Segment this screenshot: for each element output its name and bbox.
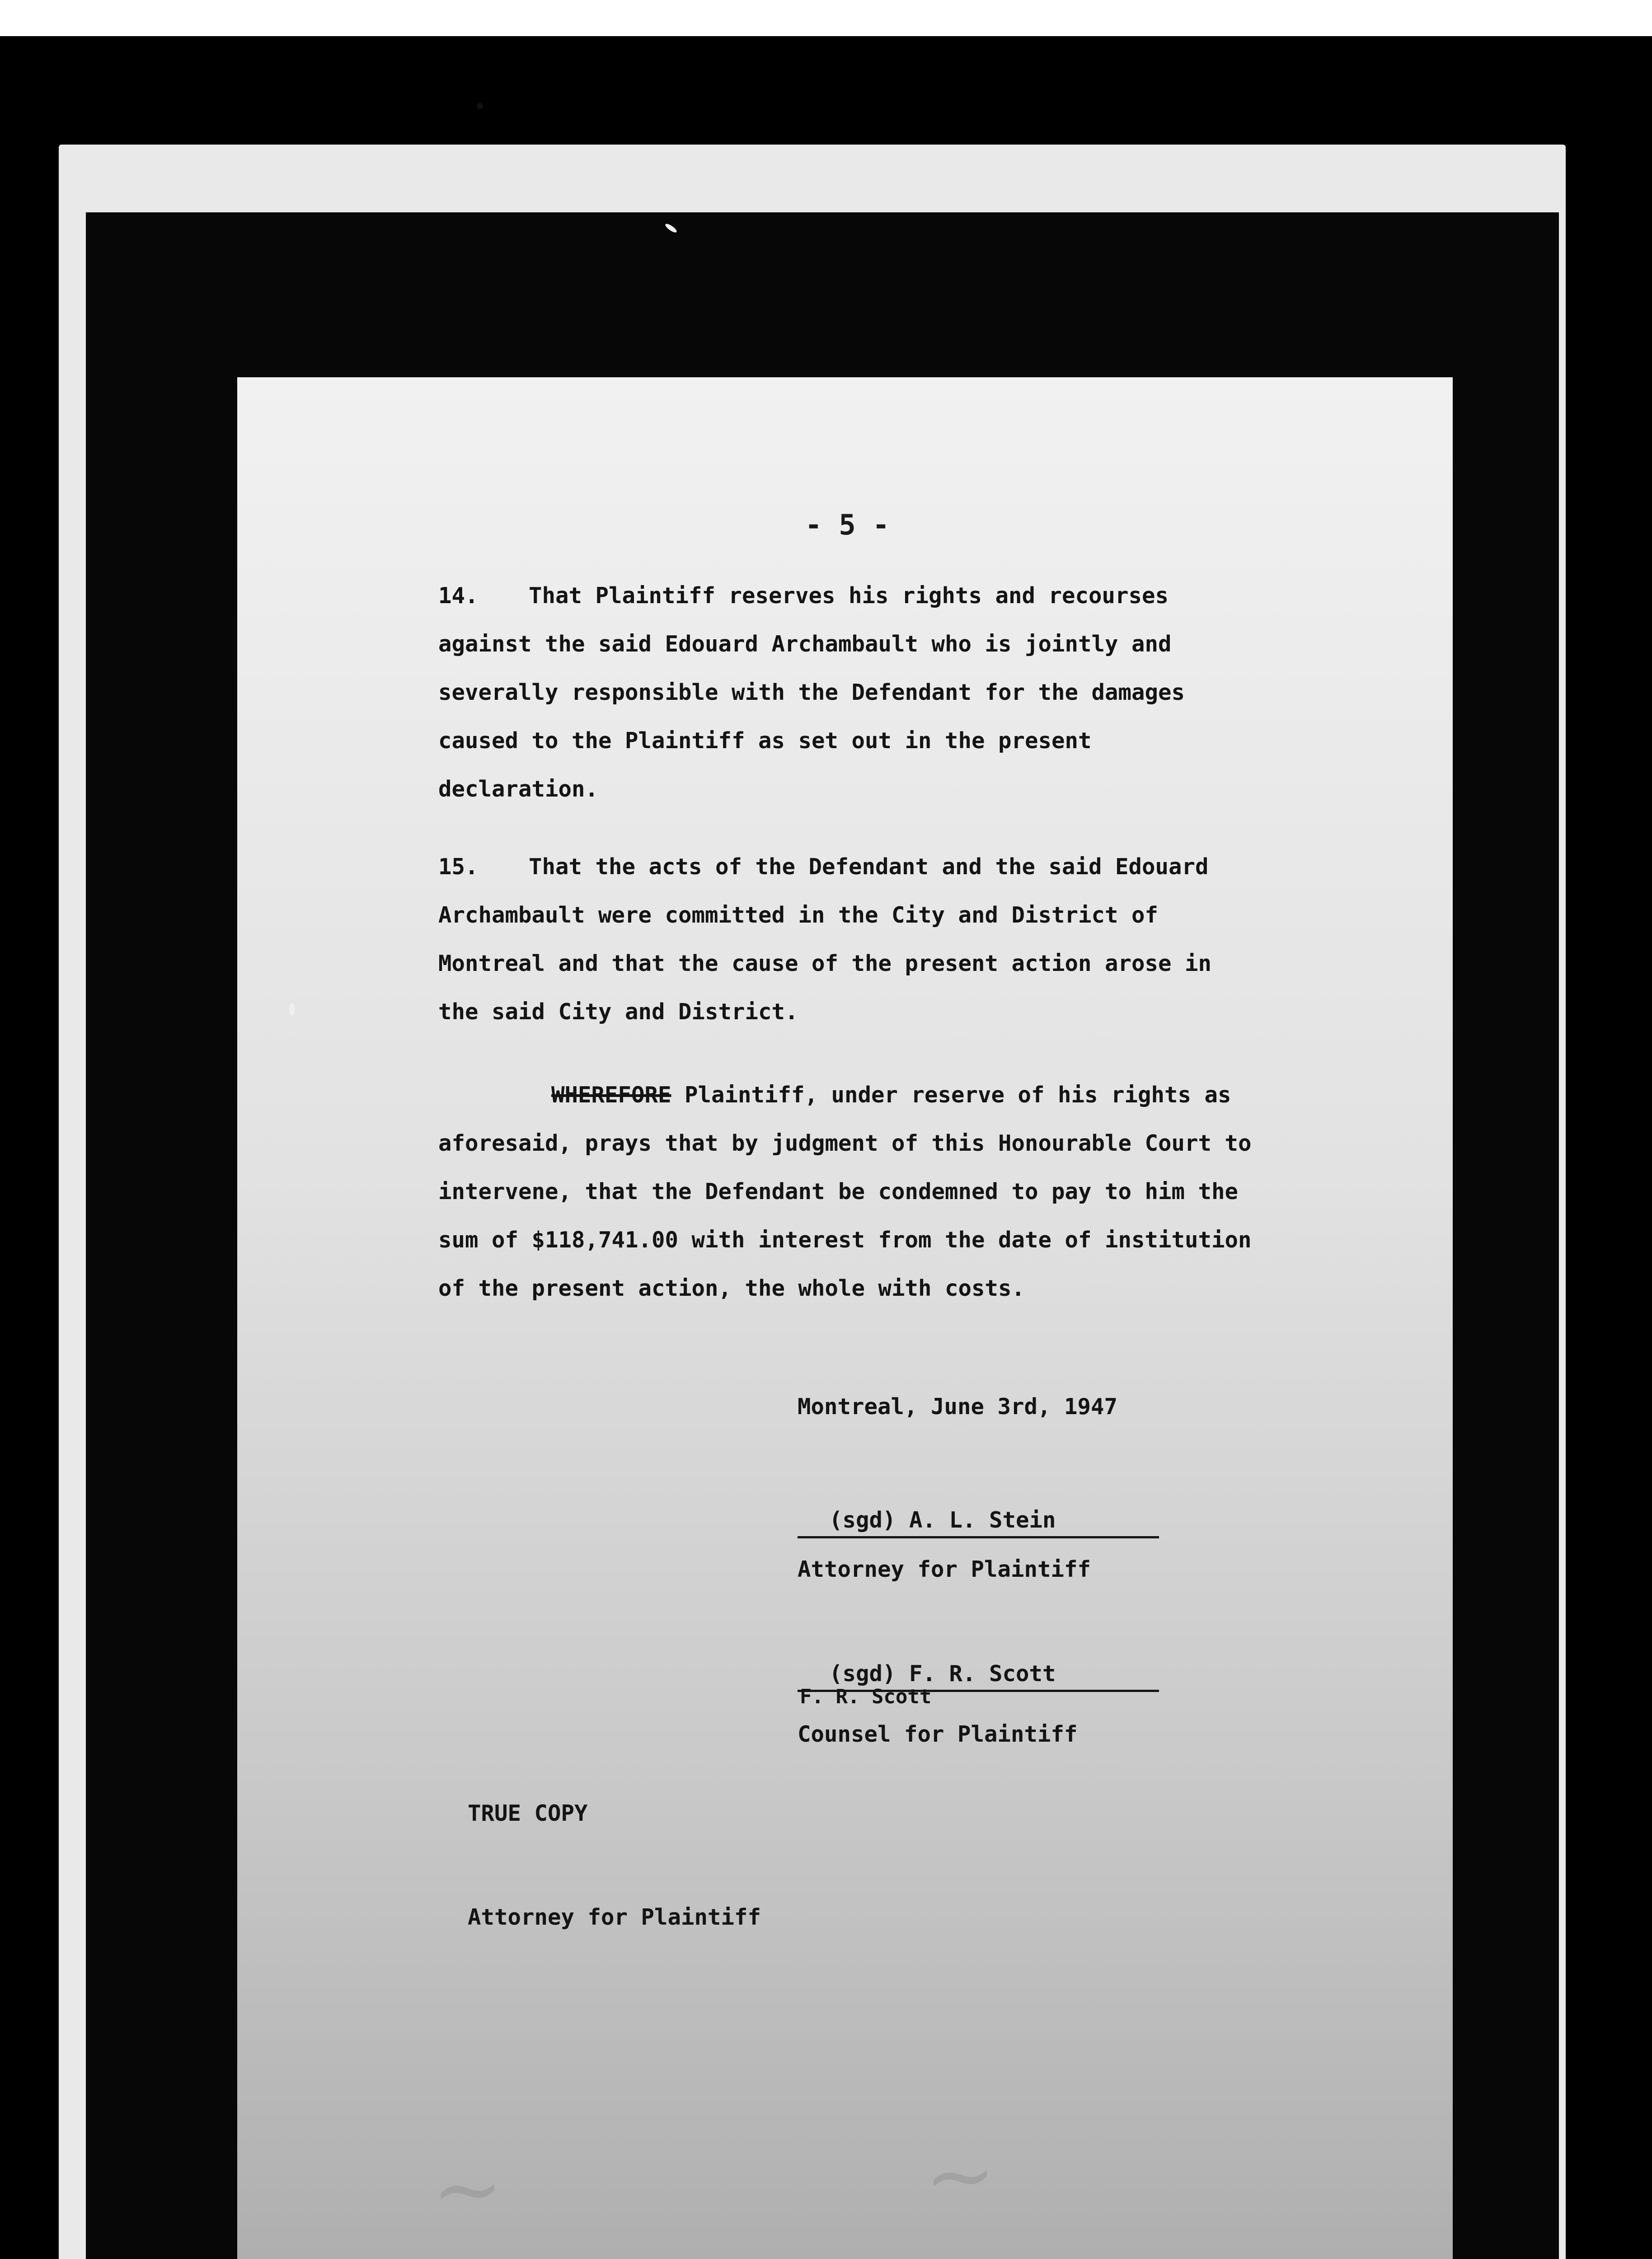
signature-line-scott: (sgd) F. R. Scott [798,1656,1159,1692]
signature-name-scott: F. R. Scott [800,1685,932,1708]
signature-role-stein: Attorney for Plaintiff [798,1556,1091,1582]
document-page [237,377,1453,2259]
wherefore-keyword: WHEREFORE [551,1082,671,1108]
true-copy-label: TRUE COPY [468,1800,588,1826]
paragraph-text: That the acts of the Defendant and the said Edouard Archambault were committed in the City and District of Montreal and that the cause of the present action arose in the said City and District. [438,854,1212,1025]
true-copy-role: Attorney for Plaintiff [468,1904,761,1930]
wherefore-clause [438,1071,1261,1312]
dust-speck [289,1003,295,1016]
paragraph-15 [438,843,1261,1036]
dateline: Montreal, June 3rd, 1947 [798,1394,1118,1420]
page-number: - 5 - [805,508,890,541]
paragraph-14 [438,572,1261,813]
wherefore-text: Plaintiff, under reserve of his rights as aforesaid, prays that by judgment of this Honourable Court to intervene, that the Defendant be condemned to pay to him the sum of $118,741.00 with interest from the date of institution of the present action, the whole with costs. [438,1082,1252,1301]
paragraph-number: 15. [438,854,479,880]
bleed-through-mark: ~ [921,2123,999,2228]
paragraph-text: That Plaintiff reserves his rights and recourses against the said Edouard Archambault who is jointly and severally responsible with the Defendant for the damages caused to the Plaintiff as set out in the present declaration. [438,583,1185,802]
dust-speck [477,103,483,109]
paragraph-number: 14. [438,583,479,609]
signature-role-scott: Counsel for Plaintiff [798,1721,1078,1747]
bleed-through-mark: ~ [430,2138,506,2240]
signature-line-stein: (sgd) A. L. Stein [798,1502,1159,1538]
